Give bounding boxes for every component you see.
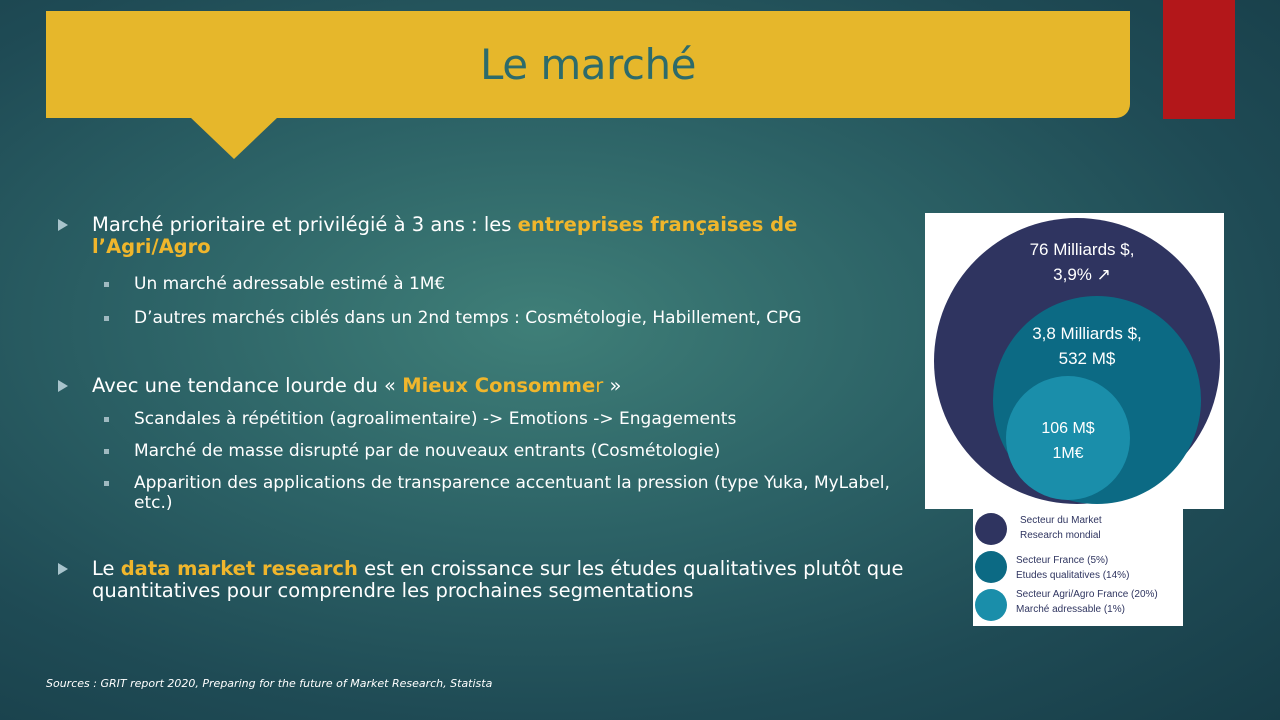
- bullet-2-text: Avec une tendance lourde du «: [92, 374, 403, 397]
- inner-circle-label: 106 M$ 1M€: [1041, 420, 1095, 462]
- square-bullet-icon: [104, 316, 109, 321]
- legend-label: Secteur du Market Research mondial: [1020, 515, 1102, 541]
- sub-bullet: [58, 473, 908, 513]
- middle-circle-label: 3,8 Milliards $, 532 M$: [1032, 324, 1142, 368]
- square-bullet-icon: [104, 481, 109, 486]
- sub-bullet-text: Un marché adressable estimé à 1M€: [134, 274, 446, 294]
- square-bullet-icon: [104, 449, 109, 454]
- bullet-2-highlight: Mieux Consomme: [402, 374, 596, 397]
- bullet-1: [58, 214, 908, 258]
- bullet-1-highlight: entreprises françaises de l’Agri/Agro: [92, 213, 798, 258]
- bullet-arrow-icon: [58, 380, 68, 392]
- sub-bullet-text: D’autres marchés ciblés dans un 2nd temps : Cosmétologie, Habillement, CPG: [134, 308, 802, 328]
- sub-bullet-text: Marché de masse disrupté par de nouveaux entrants (Cosmétologie): [134, 441, 721, 461]
- bullet-arrow-icon: [58, 219, 68, 231]
- outer-circle-label: 76 Milliards $, 3,9% ↗: [1029, 240, 1135, 284]
- sub-bullet-text: Scandales à répétition (agroalimentaire) -> Emotions -> Engagements: [134, 409, 737, 429]
- bullet-2-highlight-end: r: [595, 374, 604, 397]
- bullet-1-text: Marché prioritaire et privilégié à 3 ans : les: [92, 213, 518, 236]
- bullet-arrow-icon: [58, 563, 68, 575]
- banner-pointer: [190, 117, 278, 159]
- legend-dot-icon: [975, 513, 1007, 545]
- diagram-legend: [973, 509, 1183, 626]
- square-bullet-icon: [104, 417, 109, 422]
- legend-label: Secteur France (5%) Etudes qualitatives (14%): [1016, 555, 1130, 581]
- accent-bar: [1163, 0, 1235, 119]
- legend-label: Secteur Agri/Agro France (20%) Marché adressable (1%): [1016, 589, 1158, 615]
- square-bullet-icon: [104, 282, 109, 287]
- legend-dot-icon: [975, 551, 1007, 583]
- bullet-3-highlight: data market research: [120, 557, 358, 580]
- bullet-3-text-end: est en croissance sur les études qualitatives plutôt que quantitatives pour comprendre les prochaines segmentations: [92, 557, 904, 602]
- bullet-3-text: Le: [92, 557, 121, 580]
- sources-note: Sources : GRIT report 2020, Preparing for the future of Market Research, Statista: [46, 677, 493, 690]
- sub-bullet: [58, 308, 908, 328]
- sub-bullet-text: Apparition des applications de transparence accentuant la pression (type Yuka, MyLabel, etc.): [134, 473, 890, 513]
- sub-bullet: [58, 409, 908, 429]
- bullet-2-text-end: »: [603, 374, 622, 397]
- market-size-diagram: [925, 213, 1224, 509]
- page-title: Le marché: [480, 40, 696, 89]
- bullet-3: [58, 558, 908, 602]
- sub-bullet: [58, 274, 908, 294]
- legend-dot-icon: [975, 589, 1007, 621]
- bullet-2: [58, 375, 908, 397]
- sub-bullet: [58, 441, 908, 461]
- bullet-list: [58, 214, 908, 602]
